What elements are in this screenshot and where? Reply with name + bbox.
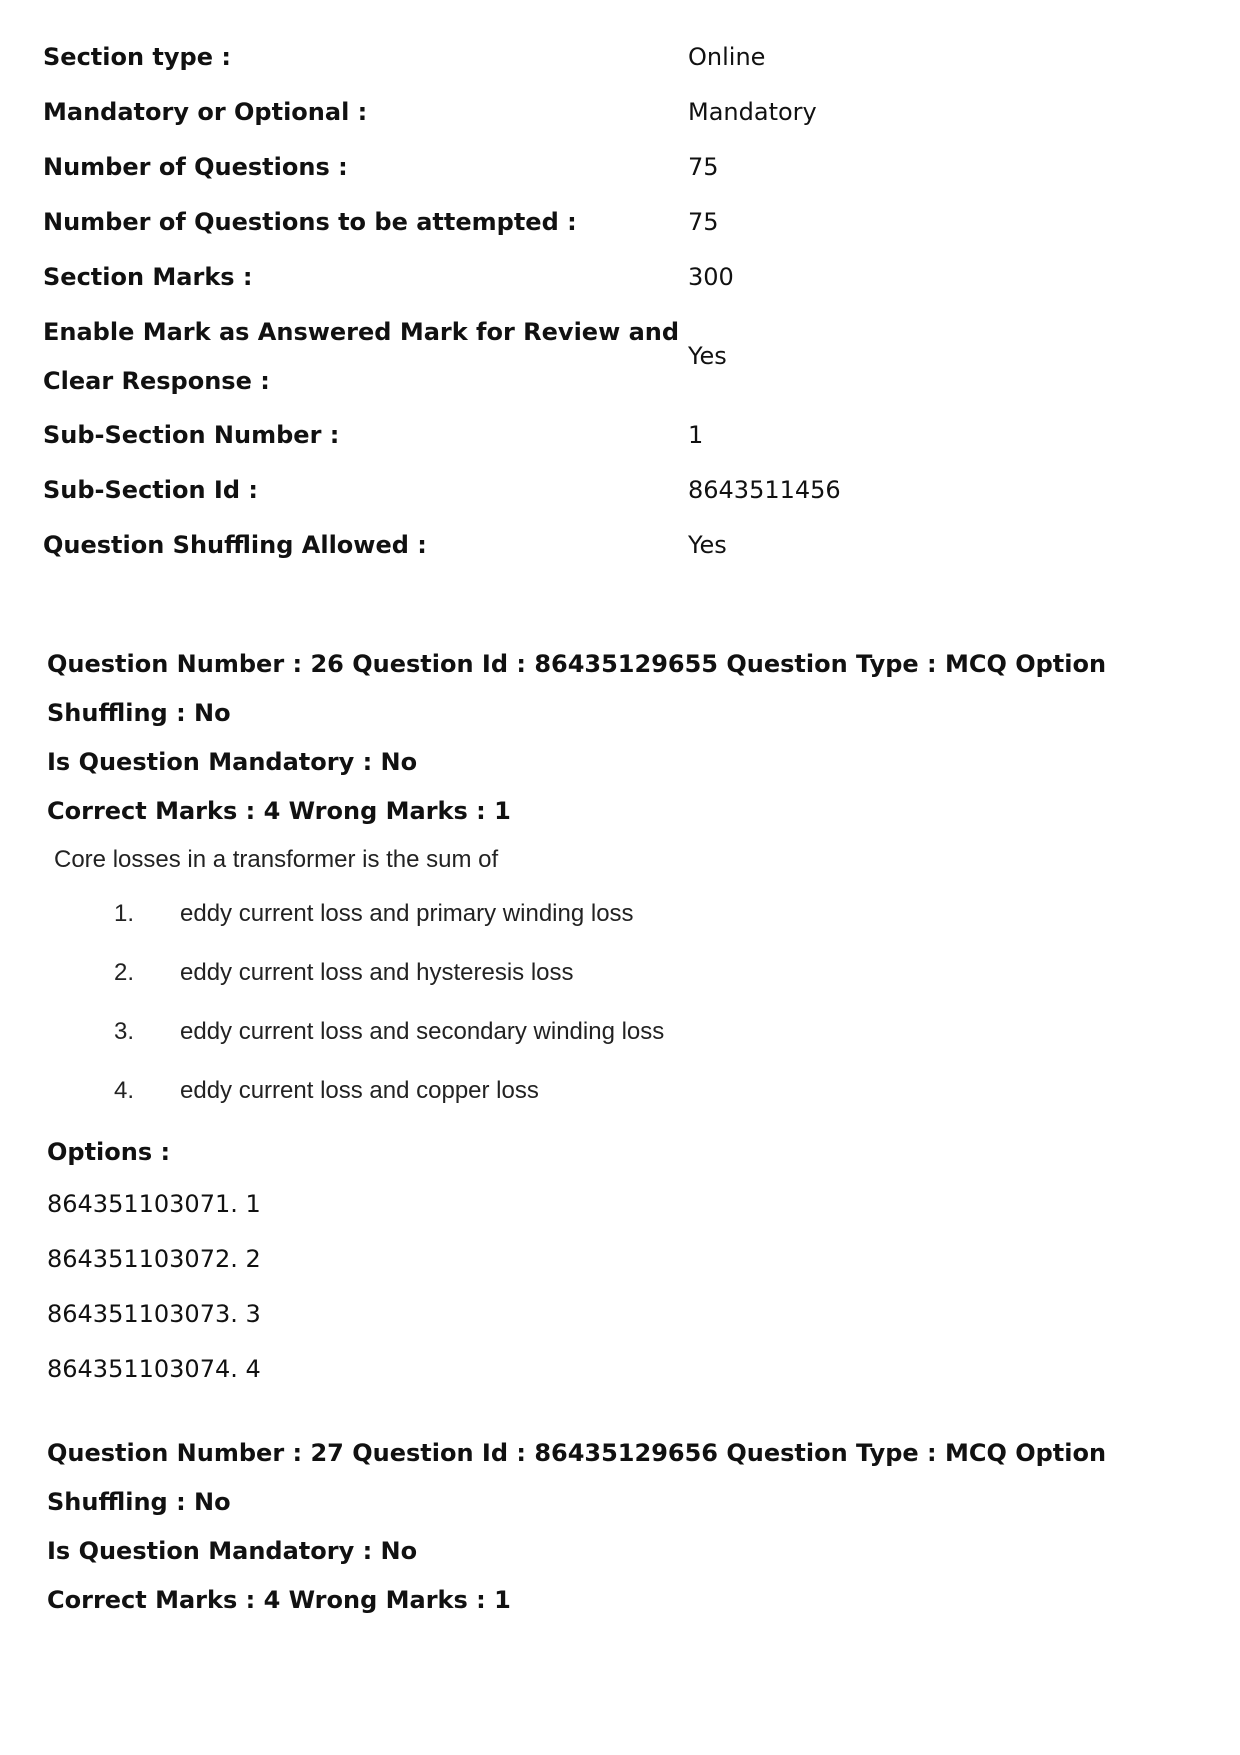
question-marks: Correct Marks : 4 Wrong Marks : 1 — [47, 797, 511, 825]
choice-text: eddy current loss and primary winding loss — [180, 899, 634, 927]
question-choice — [47, 1061, 1197, 1120]
number-of-questions-value: 75 — [688, 153, 719, 181]
question-choice — [47, 884, 1197, 943]
section-type-value: Online — [688, 43, 766, 71]
choice-number: 3. — [114, 1017, 135, 1045]
option-item: 864351103073. 3 — [47, 1300, 261, 1328]
mark-for-review-label-line2: Clear Response : — [43, 366, 270, 395]
questions-to-attempt-row — [43, 195, 1163, 250]
choice-text: eddy current loss and hysteresis loss — [180, 958, 574, 986]
question-stem: Core losses in a transformer is the sum of — [54, 846, 499, 873]
mandatory-optional-label: Mandatory or Optional : — [43, 98, 368, 126]
choice-text: eddy current loss and copper loss — [180, 1076, 539, 1104]
section-info-table — [43, 30, 1163, 573]
choice-text: eddy current loss and secondary winding loss — [180, 1017, 665, 1045]
questions-to-attempt-value: 75 — [688, 208, 719, 236]
section-marks-label: Section Marks : — [43, 263, 253, 291]
question-block-26 — [47, 640, 1197, 1397]
question-header-line2: Is Question Mandatory : No — [47, 748, 418, 776]
question-choices — [47, 884, 1197, 1120]
section-type-row — [43, 30, 1163, 85]
choice-number: 1. — [114, 899, 135, 927]
mark-for-review-value: Yes — [688, 342, 727, 370]
mark-for-review-label-line1: Enable Mark as Answered Mark for Review and — [43, 317, 680, 346]
question-choice — [47, 1002, 1197, 1061]
sub-section-id-row — [43, 463, 1163, 518]
choice-number: 4. — [114, 1076, 135, 1104]
mandatory-optional-row — [43, 85, 1163, 140]
sub-section-number-label: Sub-Section Number : — [43, 421, 340, 449]
question-shuffling-row — [43, 518, 1163, 573]
question-header-line1: Question Number : 27 Question Id : 86435129656 Question Type : MCQ Option Shuffling : No — [47, 1439, 1107, 1516]
question-choice — [47, 943, 1197, 1002]
section-type-label: Section type : — [43, 43, 231, 71]
sub-section-id-value: 8643511456 — [688, 476, 841, 504]
sub-section-id-label: Sub-Section Id : — [43, 476, 258, 504]
option-item: 864351103071. 1 — [47, 1190, 261, 1218]
options-label: Options : — [47, 1138, 171, 1166]
number-of-questions-label: Number of Questions : — [43, 153, 348, 181]
sub-section-number-value: 1 — [688, 421, 704, 449]
question-marks: Correct Marks : 4 Wrong Marks : 1 — [47, 1586, 511, 1614]
mark-for-review-label — [43, 308, 688, 406]
question-block-27 — [47, 1429, 1197, 1625]
sub-section-number-row — [43, 408, 1163, 463]
question-shuffling-label: Question Shuffling Allowed : — [43, 531, 427, 559]
mandatory-optional-value: Mandatory — [688, 98, 817, 126]
mark-for-review-row — [43, 305, 1163, 408]
section-marks-row — [43, 250, 1163, 305]
number-of-questions-row — [43, 140, 1163, 195]
choice-number: 2. — [114, 958, 135, 986]
questions-to-attempt-label: Number of Questions to be attempted : — [43, 208, 577, 236]
option-item: 864351103072. 2 — [47, 1245, 261, 1273]
question-header-line1: Question Number : 26 Question Id : 86435129655 Question Type : MCQ Option Shuffling : No — [47, 650, 1107, 727]
section-marks-value: 300 — [688, 263, 734, 291]
question-header-line2: Is Question Mandatory : No — [47, 1537, 418, 1565]
option-item: 864351103074. 4 — [47, 1355, 261, 1383]
question-shuffling-value: Yes — [688, 531, 727, 559]
